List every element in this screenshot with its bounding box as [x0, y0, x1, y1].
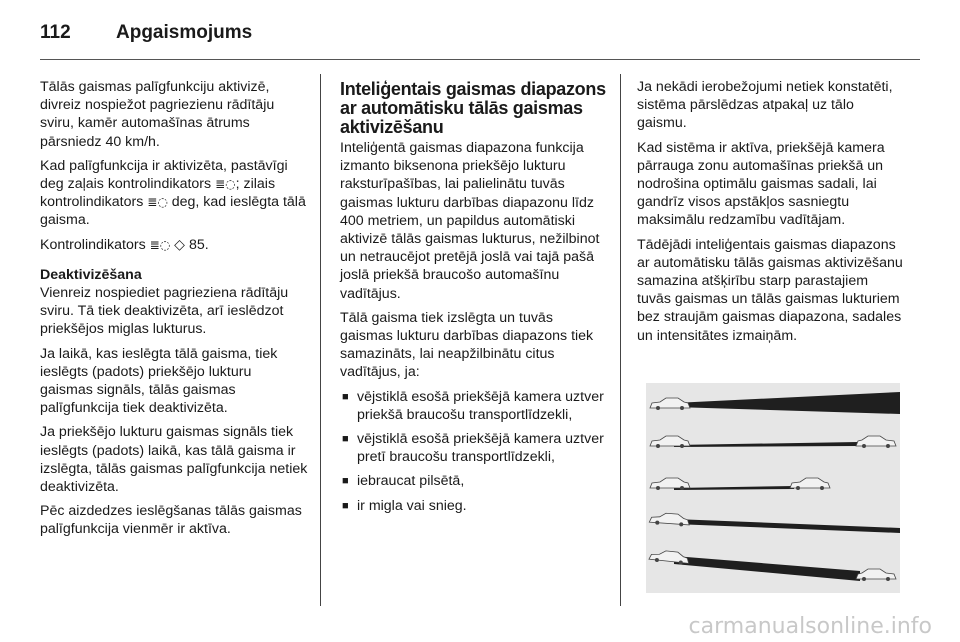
- header-rule: [40, 59, 920, 60]
- list-item: ■ ir migla vai snieg.: [340, 497, 608, 515]
- car-icon: [649, 549, 690, 565]
- high-beam-indicator-icon: ≣◌: [149, 237, 171, 252]
- paragraph: Ja nekādi ierobežojumi netiek konstatēti, sistēma pārslēdzas atpakaļ uz tālo gaismu.: [637, 79, 893, 132]
- list-item: ■ vējstiklā esošā priekšējā kamera uztver priekšā braucošu transportlīdzekli,: [340, 388, 608, 424]
- watermark: carmanualsonline.info: [688, 614, 932, 639]
- paragraph: Pēc aizdedzes ieslēgšanas tālās gaismas palīgfunkcija vienmēr ir aktīva.: [40, 503, 302, 538]
- headlight-beam-diagram: [646, 383, 900, 593]
- paragraph: Ja priekšējo lukturu gaismas signāls tiek ieslēgts (padots) laikā, kas tālā gaisma ir izslēgta, tālās gaismas palīgfunkcija netiek deaktivizēta.: [40, 424, 308, 496]
- low-beam-icon: [674, 442, 858, 447]
- page-header: [40, 18, 252, 48]
- beam-row-5: [649, 549, 896, 581]
- column-1: [40, 78, 308, 545]
- paragraph-text: ; zilais kontrolindikators: [40, 176, 276, 211]
- paragraph: [40, 236, 308, 254]
- beam-row-4: [649, 512, 900, 533]
- chapter-title: Apgaismojums: [116, 22, 253, 43]
- column-3: [637, 78, 905, 351]
- oncoming-car-icon: [856, 436, 896, 448]
- paragraph-text: deg, kad ieslēgta tālā gaisma.: [40, 194, 306, 229]
- car-icon: [650, 436, 690, 448]
- list-item: ■ iebraucat pilsētā,: [340, 472, 608, 490]
- preceding-car-icon: [790, 478, 830, 490]
- column-divider: [320, 74, 321, 606]
- oncoming-car-icon: [856, 569, 896, 581]
- column-2: [340, 80, 608, 521]
- paragraph: Tādējādi inteliģentais gaismas diapazons ar automātisku tālās gaismas aktivizēšanu samazina atšķirību starp parastajiem tuvās gaismas un tālās gaismas lukturiem bez straujām gaismas diapazona, sadales un intensitātes izmaiņām.: [637, 236, 903, 344]
- car-icon: [649, 512, 690, 527]
- section-heading: Deaktivizēšana: [40, 266, 142, 283]
- dipped-beam-icon: [674, 556, 860, 581]
- low-beam-icon: [674, 486, 794, 490]
- paragraph: Ja laikā, kas ieslēgta tālā gaisma, tiek ieslēgts (padots) priekšējo lukturu gaismas signāls, tālās gaismas palīgfunkcija tiek deaktivizēta.: [40, 345, 278, 417]
- section-heading: Inteliģentais gaismas diapazons ar automātisku tālās gaismas aktivizēšanu: [340, 79, 606, 137]
- beam-row-3: [650, 478, 830, 490]
- list-item: ■ vējstiklā esošā priekšējā kamera uztver pretī braucošu transportlīdzekli,: [340, 430, 608, 466]
- paragraph: Kad sistēma ir aktīva, priekšējā kamera pārrauga zonu automašīnas priekšā un nodrošina optimālu gaismas sadali, lai gandrīz visos apstākļos sasniegtu maksimālu redzamību vadītājam.: [637, 139, 885, 229]
- blue-high-beam-indicator-icon: ≣◌: [147, 195, 168, 210]
- paragraph: Inteliģentā gaismas diapazona funkcija izmanto biksenona priekšējo lukturu raksturīpašības, lai palielinātu tuvās gaismas lukturu darbības diapazonu līdz 400 metriem, un papildus automātiski aktivizē tālās gaismas lukturus, nežilbinot un netraucējot pretējā joslā vai tajā pašā joslā priekšā braucošo automašīnu vadītājus.: [340, 140, 600, 302]
- high-beam-icon: [674, 392, 900, 414]
- column-divider: [620, 74, 621, 606]
- paragraph: Vienreiz nospiediet pagrieziena rādītāju sviru. Tā tiek deaktivizēta, arī ieslēdzot priekšējos miglas lukturus.: [40, 285, 289, 338]
- paragraph-text: Kad palīgfunkcija ir aktivizēta, pastāvīgi deg zaļais kontrolindikators: [40, 157, 288, 193]
- car-icon: [650, 398, 690, 410]
- beam-row-2: [650, 436, 896, 448]
- high-beam-indicator-icon: ≣◌: [215, 177, 236, 192]
- page-number: 112: [40, 22, 71, 43]
- beam-illustration: [646, 383, 900, 593]
- condition-list: [340, 388, 608, 515]
- wide-beam-icon: [674, 519, 900, 533]
- paragraph: [40, 157, 308, 230]
- page-reference[interactable]: ◇ 85.: [174, 236, 209, 253]
- car-icon: [650, 478, 690, 490]
- paragraph-text: Kontrolindikators: [40, 236, 146, 253]
- paragraph: Tālā gaisma tiek izslēgta un tuvās gaismas lukturu darbības diapazons tiek samazināts, lai neapžilbinātu citus vadītājus, ja:: [340, 309, 594, 381]
- paragraph: Tālās gaismas palīgfunkciju aktivizē, divreiz nospiežot pagriezienu rādītāju sviru, kamēr automašīnas ātrums pārsniedz 40 km/h.: [40, 79, 275, 150]
- beam-row-1: [650, 392, 900, 414]
